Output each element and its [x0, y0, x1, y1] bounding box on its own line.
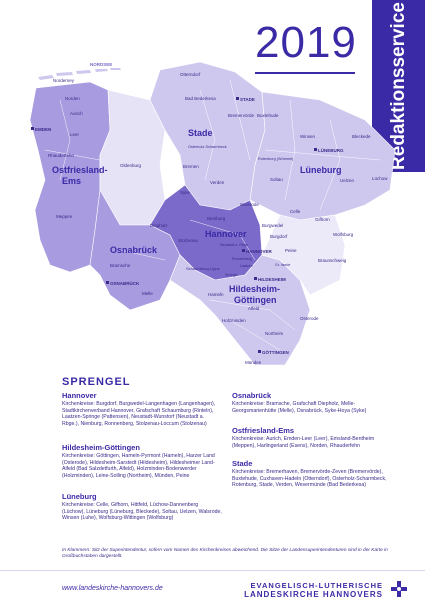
- map: [0, 60, 425, 370]
- sprengel-label-hildesheim-goettingen-2: Göttingen: [234, 295, 277, 305]
- place-aurich: Aurich: [70, 111, 83, 116]
- place-norden: Norden: [65, 96, 80, 101]
- side-tab-label: Redaktionsservice: [387, 2, 409, 170]
- place-rhauderfehn: Rhauderfehn: [48, 153, 75, 158]
- place-nienburg: Nienburg: [207, 216, 226, 221]
- place-gr-ilsede: Gr. Ilsede: [275, 263, 291, 267]
- place-winsen: Winsen: [300, 134, 316, 139]
- place-soltau: Soltau: [270, 177, 283, 182]
- legend-region-text: Kirchenkreise: Bramsche, Grafschaft Diepholz, Melle-Georgsmarienhütte (Melle), Osnabrück, Syke-Hoya (Syke): [232, 401, 367, 414]
- legend-title: SPRENGEL: [62, 376, 131, 388]
- place-peine: Peine: [285, 248, 297, 253]
- place-diepholz: Diepholz: [150, 223, 168, 228]
- place-neustadt: Neustadt a. Rbge.: [220, 243, 249, 247]
- legend-region-name: Hildesheim-Göttingen: [62, 443, 140, 452]
- place-otterndorf: Otterndorf: [180, 72, 201, 77]
- place-osterode: Osterode: [300, 316, 319, 321]
- place-hildesheim: HILDESHEIM: [258, 277, 286, 282]
- place-schaumburg-lippe: Schaumburg-Lippe: [186, 266, 220, 271]
- place-gifhorn: Gifhorn: [315, 217, 330, 222]
- place-goettingen: GÖTTINGEN: [262, 350, 289, 355]
- place-burgwedel: Burgwedel: [262, 223, 284, 228]
- legend-region-hannover: [62, 393, 222, 427]
- place-burgdorf: Burgdorf: [270, 234, 288, 239]
- place-uelzen: Uelzen: [340, 178, 355, 183]
- place-hameln: Hameln: [208, 292, 224, 297]
- place-rotenburg: Rotenburg (Wümme): [258, 157, 294, 161]
- legend-footnote: In Klammern: Sitz der Superintendentur, sofern vom Namen des Kirchenkreises abweichend. Die Sitze der Landessuperintendenturen sind in der Karte in Großbuchstaben dargestellt.: [62, 548, 388, 559]
- legend-region-name: Hannover: [62, 391, 97, 400]
- sprengel-label-ostfriesland-ems: Ostfriesland-: [52, 165, 108, 175]
- place-walsrode: Walsrode: [240, 202, 259, 207]
- place-meppen: Meppen: [56, 214, 73, 219]
- place-luechow: Lüchow: [372, 176, 388, 181]
- footer-divider: [0, 570, 425, 571]
- place-nordsee: NORDSEE: [90, 62, 113, 67]
- legend-region-stade: [232, 461, 397, 489]
- legend-region-text: Kirchenkreise: Göttingen, Hameln-Pyrmont (Hameln), Harzer Land (Osterode), Hildesheim-Sarstedt (Hildesheim), Hildesheimer Land-Alfeld (Bad Salzdetfurth, Alfeld), Holzminden-Bodenwerder (Holzminden), Leine-Solling (Northeim), Münden, Peine: [62, 453, 215, 479]
- place-syke: Syke: [180, 190, 191, 195]
- place-melle: Melle: [142, 291, 153, 296]
- place-springe: Springe: [225, 273, 238, 277]
- legend-region-lueneburg: [62, 494, 222, 522]
- legend-region-text: Kirchenkreise: Bremerhaven, Bremervörde-Zeven (Bremervörde), Buxtehude, Cuxhaven-Hadeln (Otterndorf), Osterholz-Scharmbeck, Rotenburg, Stade, Verden, Wesermünde (Bad Bederkesa): [232, 469, 387, 489]
- legend-region-osnabrueck: [232, 393, 397, 414]
- legend-region-ostfriesland-ems: [232, 428, 397, 449]
- place-bad-bederkesa: Bad Bederkesa: [185, 96, 216, 101]
- sprengel-label-lueneburg: Lüneburg: [300, 165, 342, 175]
- place-ronnenberg: Ronnenberg: [232, 257, 252, 261]
- region-lueneburg[interactable]: [250, 92, 395, 220]
- legend-region-name: Stade: [232, 459, 253, 468]
- place-bremervoerde: Bremervörde: [228, 113, 255, 118]
- place-buxtehude: Buxtehude: [257, 113, 279, 118]
- legend-region-name: Lüneburg: [62, 492, 97, 501]
- place-bremen: Bremen: [183, 164, 199, 169]
- place-norderney: Norderney: [53, 78, 75, 83]
- sprengel-label-hannover: Hannover: [205, 229, 247, 239]
- islands: [38, 68, 121, 80]
- legend-region-name: Ostfriesland-Ems: [232, 426, 295, 435]
- place-verden: Verden: [210, 180, 225, 185]
- website-link[interactable]: www.landeskirche-hannovers.de: [62, 585, 163, 592]
- place-stade: STADE: [240, 97, 255, 102]
- org-name: [244, 581, 383, 599]
- place-northeim: Northeim: [265, 331, 284, 336]
- place-wolfsburg: Wolfsburg: [333, 232, 354, 237]
- place-braunschweig: Braunschweig: [318, 258, 347, 263]
- sprengel-label-ostfriesland-ems-2: Ems: [62, 176, 82, 186]
- place-holzminden: Holzminden: [222, 318, 246, 323]
- place-hannover: HANNOVER: [246, 249, 272, 254]
- place-bleckede: Bleckede: [352, 134, 371, 139]
- place-muenden: Münden: [245, 360, 262, 365]
- sprengel-label-osnabrueck: Osnabrück: [110, 245, 158, 255]
- legend-region-text: Kirchenkreise: Aurich, Emden-Leer (Leer), Emsland-Bentheim (Meppen), Harlingerland (Esens), Norden, Rhauderfehn: [232, 436, 375, 449]
- legend-region-hildesheim-goettingen: [62, 445, 222, 479]
- place-celle: Celle: [290, 209, 301, 214]
- org-name-line1: EVANGELISCH-LUTHERISCHE: [250, 581, 383, 590]
- place-laatzen: Laatzen: [240, 264, 253, 268]
- org-name-line2: LANDESKIRCHE HANNOVERS: [244, 590, 383, 599]
- year-title: 2019: [255, 18, 357, 67]
- place-bramsche: Bramsche: [110, 263, 131, 268]
- sprengel-label-hildesheim-goettingen: Hildesheim-: [229, 284, 281, 294]
- legend-region-name: Osnabrück: [232, 391, 272, 400]
- place-oldenburg: Oldenburg: [120, 163, 142, 168]
- sprengel-label-stade: Stade: [188, 128, 213, 138]
- place-osterholz: Osterholz-Scharmbeck: [188, 145, 227, 149]
- place-leer: Leer: [70, 132, 80, 137]
- place-lueneburg: LÜNEBURG: [318, 148, 344, 153]
- legend-region-text: Kirchenkreise: Burgdorf, Burgwedel-Langenhagen (Langenhagen), Stadtkirchenverband Hannover, Grafschaft Schaumburg (Rinteln), Laatzen-Springe (Pattensen), Neustadt-Wunstorf (Neustadt a. Rbge.), Nienburg, Ronnenberg, Stolzenau-Loccum (Stolzenau): [62, 401, 216, 427]
- church-cross-logo-icon: [389, 579, 409, 599]
- legend-region-text: Kirchenkreise: Celle, Gifhorn, Hittfeld, Lüchow-Dannenberg (Lüchow), Lüneburg (Lüneburg, Bleckede), Soltau, Uelzen, Walsrode, Winsen (Luhe), Wolfsburg-Wittingen (Wolfsburg): [62, 502, 222, 522]
- place-osnabrueck: OSNABRÜCK: [110, 281, 140, 286]
- place-alfeld: Alfeld: [248, 306, 260, 311]
- place-emden: EMDEN: [35, 127, 52, 132]
- place-stolzenau: Stolzenau: [178, 238, 199, 243]
